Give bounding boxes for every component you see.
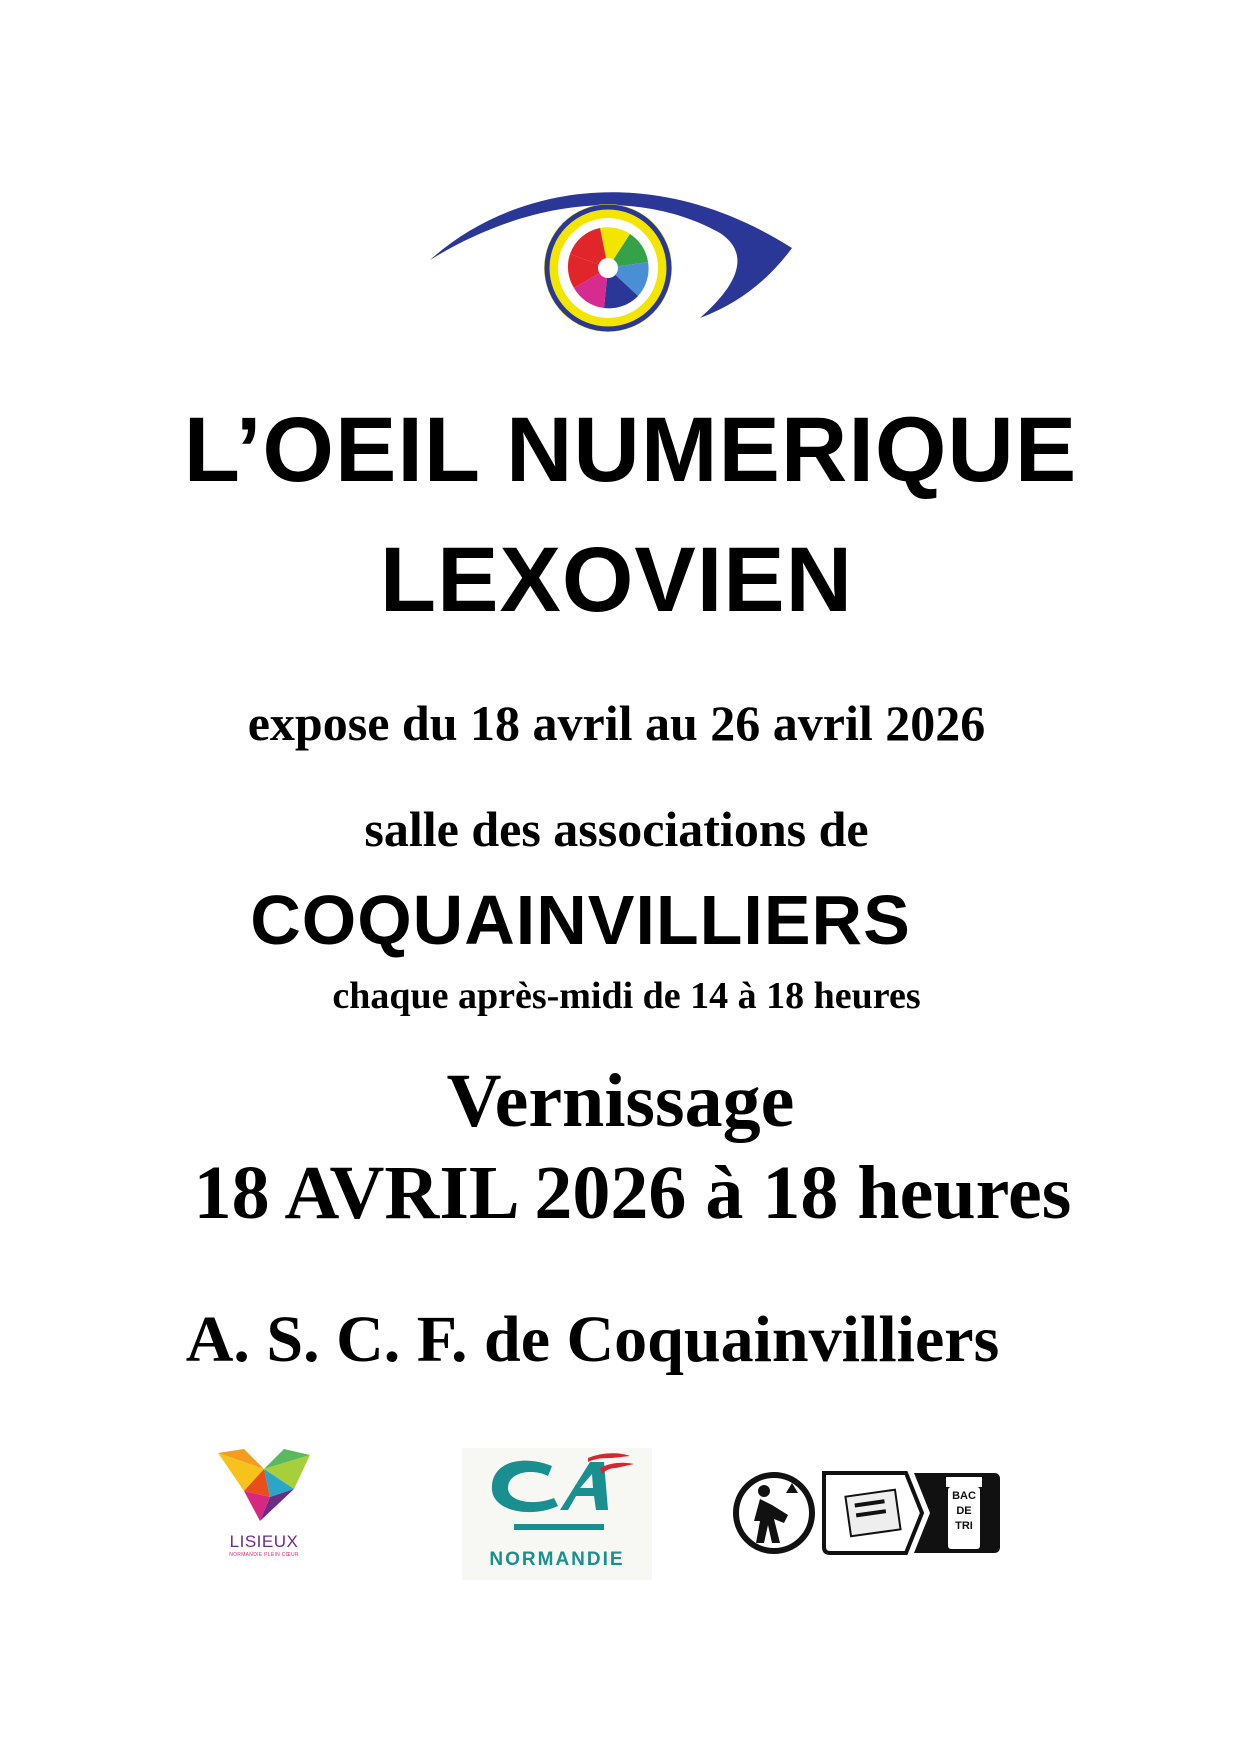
title-line-2: LEXOVIEN	[379, 529, 854, 631]
organizer-name: A. S. C. F. de Coquainvilliers	[185, 1303, 1000, 1376]
credit-agricole-logo	[462, 1448, 652, 1580]
exhibition-town: COQUAINVILLIERS	[250, 881, 911, 959]
bin-label: BAC DE TRI	[952, 1490, 976, 1532]
exhibition-hours: chaque après-midi de 14 à 18 heures	[332, 975, 921, 1017]
lisieux-heart-icon	[214, 1445, 314, 1525]
vernissage-datetime: 18 AVRIL 2026 à 18 heures	[193, 1151, 1072, 1235]
ca-monogram-icon	[462, 1448, 652, 1540]
lisieux-logo	[214, 1445, 314, 1558]
title-line-1: L’OEIL NUMERIQUE	[183, 399, 1078, 501]
triman-logo	[726, 1463, 1006, 1563]
paper-document-icon	[824, 1473, 922, 1553]
exhibition-dates: expose du 18 avril au 26 avril 2026	[247, 695, 986, 751]
ca-region: NORMANDIE	[489, 1549, 625, 1570]
triman-recycle-icon	[736, 1475, 812, 1551]
lisieux-tagline: NORMANDIE PLEIN CŒUR	[229, 1552, 299, 1558]
vernissage-label: Vernissage	[446, 1059, 795, 1143]
exhibition-venue: salle des associations de	[364, 801, 869, 857]
eye-logo	[420, 168, 800, 338]
iris-aperture-icon	[544, 204, 672, 332]
lisieux-name: LISIEUX	[229, 1532, 299, 1551]
